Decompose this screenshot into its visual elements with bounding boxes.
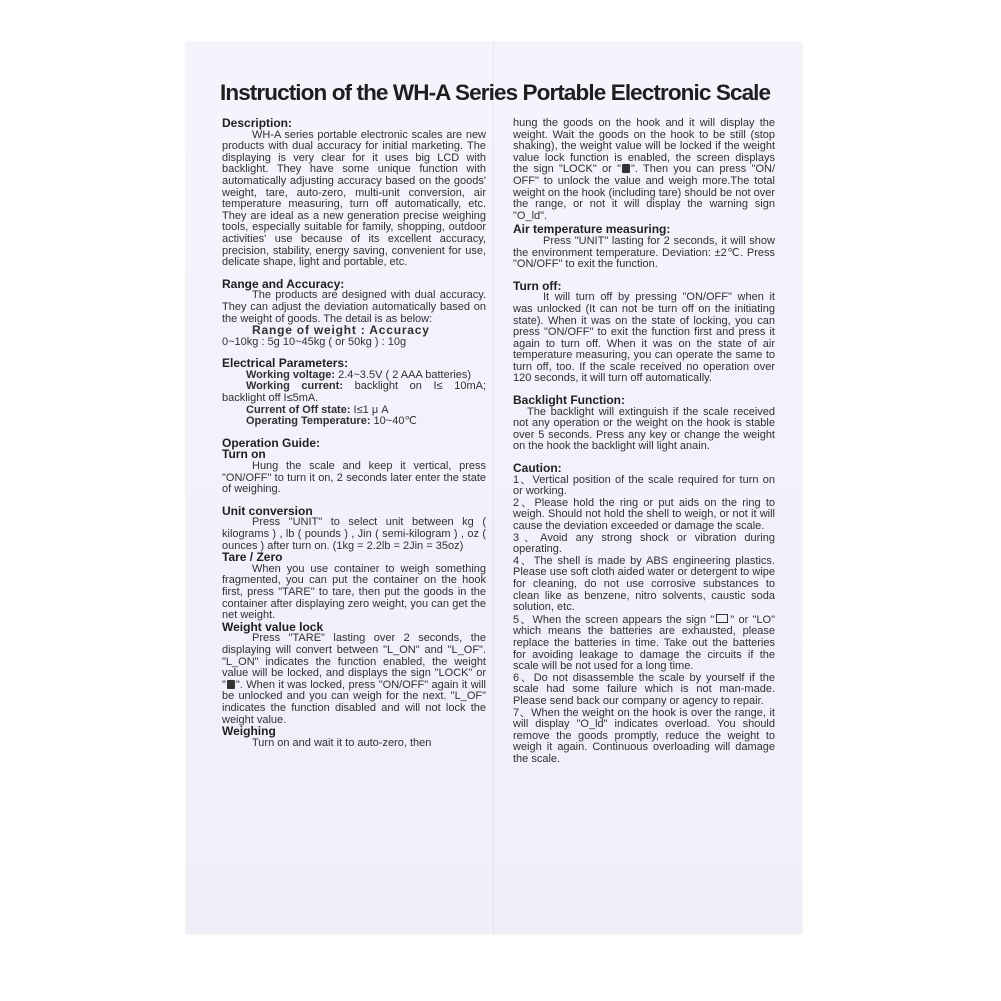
range-table-heading: Range of weight : Accuracy <box>252 323 430 338</box>
off-current-row: Current of Off state: I≤1 μ A <box>246 403 389 416</box>
current-row: Working current: backlight on I≤ 10mA; backlight off I≤5mA. <box>222 380 486 405</box>
unit-heading: Unit conversion <box>222 503 313 518</box>
backlight-heading: Backlight Function: <box>513 393 625 408</box>
weighing-continued-text: hung the goods on the hook and it will display the weight. Wait the goods on the hook to be still (stop shaking), the weight value will be locked if the weight value lock function is enabled, the screen displays the sign "LOCK" or " ". Then you can press "ON/ OFF" to unlock the value and weigh more.The total weight on the hook (including tare) should be not over the range, or not it will display the warning sign "O_ld". <box>513 117 775 222</box>
description-text: WH-A series portable electronic scales are new products with dual accuracy for initial marketing. The displaying is very clear for it uses big LCD with backlight. They have some unique function with automatically adjusting accuracy based on the goods' weight, tare, auto-zero, multi-unit conversion, air temperature measuring, turn off automatically, etc. They are ideal as a new generation precise weighing tools, especially suitable for family, shopping, outdoor activities' use because of its excellent accuracy, precision, stability, energy saving, convenient for use, delicate shape, light and portable, etc. <box>222 128 486 269</box>
lock-icon <box>622 164 630 173</box>
lock-heading: Weight value lock <box>222 619 324 634</box>
instruction-sheet <box>186 42 802 934</box>
caution-item-1: 1、Vertical position of the scale required for turn on or working. <box>513 473 775 498</box>
turn-off-text: It will turn off by pressing "ON/OFF" when it was unlocked (It can not be turn off on the initiating state). When it was on the state of locking, you can press "ON/OFF" to exit the function first and press it again to turn off. When it was on the state of air temperature measuring, you can operate the same to turn off, too. If the scale received no operation over 120 seconds, it will turn off automatically. <box>513 291 775 385</box>
turn-on-heading: Turn on <box>222 447 266 462</box>
caution-heading: Caution: <box>513 461 562 476</box>
caution-item-5: 5、When the screen appears the sign " " or "LO" which means the batteries are exhausted, please replace the batteries in time. Take out the batteries for avoiding leakage to damage the circuits if the scale will be not used for a long time. <box>513 613 776 673</box>
temperature-row: Operating Temperature: 10~40℃ <box>246 415 417 428</box>
right-column <box>513 118 775 765</box>
unit-text: Press "UNIT" to select unit between kg ( kilograms ) , lb ( pounds ) , Jin ( semi-kilogram ) , oz ( ounces ) after turn on. (1kg = 2.2lb = 2Jin = 35oz) <box>222 516 486 552</box>
range-text: The products are designed with dual accuracy. They can adjust the deviation automatically based on the weight of goods. The detail is as below: <box>222 289 486 325</box>
caution-item-6: 6、Do not disassemble the scale by yourself if the scale had some failure which is not man-made. Please send back our company or agency to repair. <box>513 671 775 707</box>
range-heading: Range and Accuracy: <box>222 276 345 291</box>
fold-line <box>493 42 494 934</box>
lock-text: Press "TARE" lasting over 2 seconds, the displaying will convert between "L_ON" and "L_OF". "L_ON" indicates the function enabled, the weight value will be locked, and displays the sign "LOCK" or " ". When it was locked, press "ON/OFF" again it will be unlocked and you can weigh for the next. "L_OF" indicates the function disabled and will not lock the weight value. <box>222 632 486 726</box>
lock-icon <box>227 680 235 689</box>
caution-item-2: 2、Please hold the ring or put aids on the ring to weigh. Should not hold the shell to weigh, or not it will cause the deviation exceeded or damage the scale. <box>513 496 775 532</box>
left-column <box>222 118 486 749</box>
document-title: Instruction of the WH-A Series Portable Electronic Scale <box>220 80 771 105</box>
description-heading: Description: <box>222 116 293 130</box>
air-temp-heading: Air temperature measuring: <box>513 222 671 237</box>
tare-heading: Tare / Zero <box>222 550 283 565</box>
backlight-text: The backlight will extinguish if the scale received not any operation or the weight on the hook is stable over 5 seconds. Press any key or change the weight on the hook the backlight will light anain. <box>513 405 775 453</box>
tare-text: When you use container to weigh something fragmented, you can put the container on the hook first, press "TARE" to tare, then put the goods in the container after displaying zero weight, you can get the net weight. <box>222 562 486 622</box>
voltage-row: Working voltage: 2.4~3.5V ( 2 AAA batteries) <box>246 368 472 381</box>
weighing-text: Turn on and wait it to auto-zero, then <box>252 736 432 749</box>
range-table-row: 0~10kg : 5g 10~45kg ( or 50kg ) : 10g <box>222 335 407 348</box>
turn-on-text: Hung the scale and keep it vertical, press "ON/OFF" to turn it on, 2 seconds later enter the state of weighing. <box>222 460 486 496</box>
caution-item-7: 7、When the weight on the hook is over the range, it will display "O_ld" indicates overload. You should remove the goods promptly, reduce the weight to weigh it again. Continuous overloading will damage the scale. <box>513 706 775 765</box>
battery-icon <box>716 614 728 623</box>
air-temp-text: Press "UNIT" lasting for 2 seconds, it will show the environment temperature. Deviation: ±2℃. Press "ON/OFF" to exit the function. <box>513 234 775 271</box>
caution-item-4: 4、The shell is made by ABS engineering plastics. Please use soft cloth aided water or detergent to wipe for cleaning, do not use corrosive substances to clean like as benzene, nitro solvents, caustic soda solution, etc. <box>513 554 775 614</box>
operation-heading: Operation Guide: <box>222 435 321 450</box>
turn-off-heading: Turn off: <box>513 278 562 293</box>
electrical-heading: Electrical Parameters: <box>222 356 349 371</box>
weighing-heading: Weighing <box>222 724 276 739</box>
caution-item-3: 3、Avoid any strong shock or vibration during operating. <box>513 531 775 556</box>
